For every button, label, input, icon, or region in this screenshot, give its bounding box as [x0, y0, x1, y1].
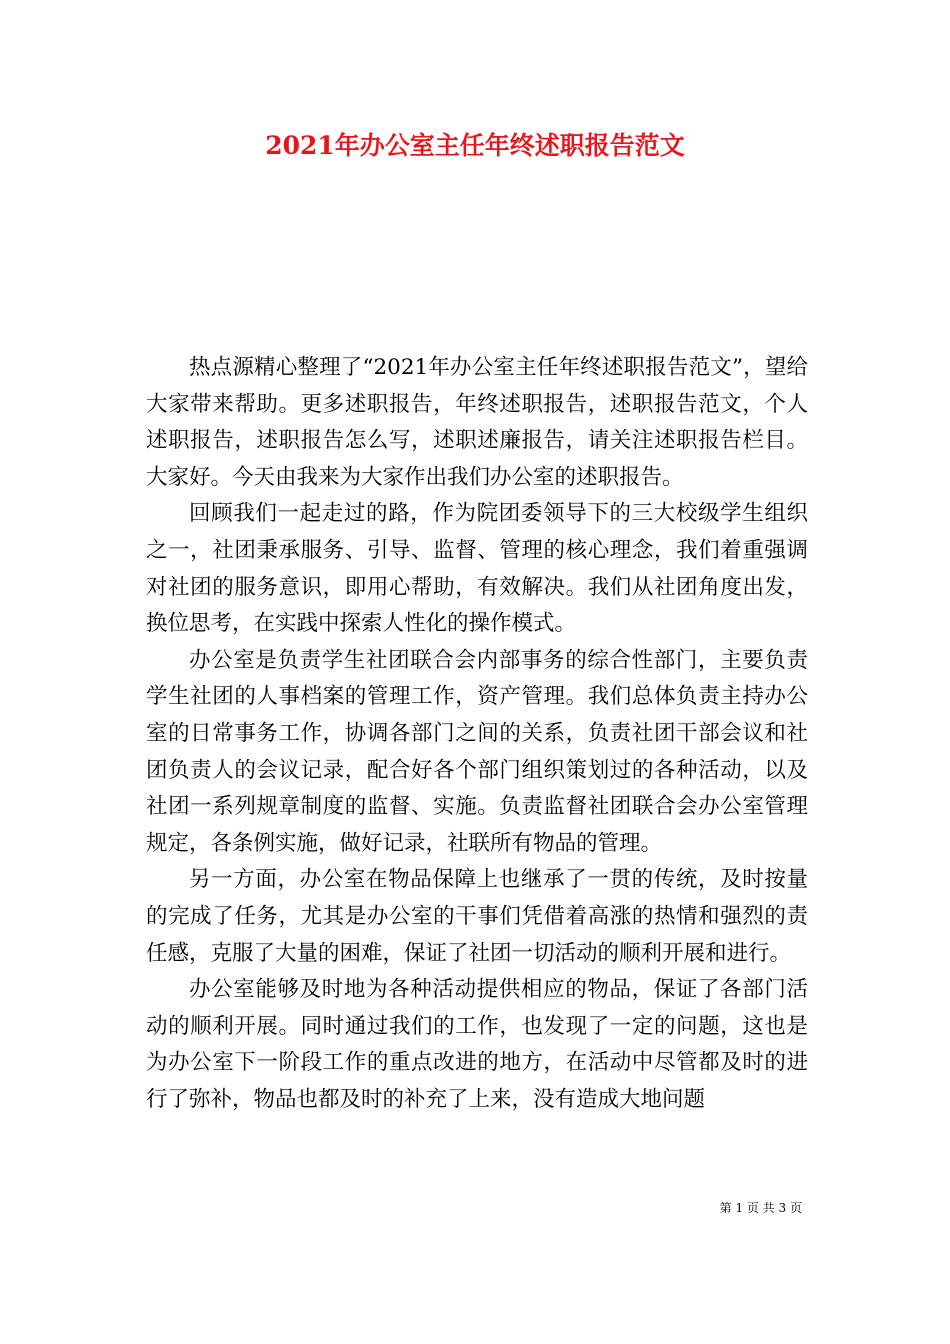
paragraph-4: 另一方面，办公室在物品保障上也继承了一贯的传统，及时按量的完成了任务，尤其是办公室的干事们凭借着高涨的热情和强烈的责任感，克服了大量的困难，保证了社团一切活动的顺利开展和进行。	[146, 867, 808, 966]
paragraph-2: 回顾我们一起走过的路，作为院团委领导下的三大校级学生组织之一，社团秉承服务、引导、监督、管理的核心理念，我们着重强调对社团的服务意识，即用心帮助，有效解决。我们从社团角度出发，换位思考，在实践中探索人性化的操作模式。	[146, 501, 808, 637]
page-number-footer: 第 1 页 共 3 页	[719, 1201, 802, 1215]
paragraph-5: 办公室能够及时地为各种活动提供相应的物品，保证了各部门活动的顺利开展。同时通过我们的工作，也发现了一定的问题，这也是为办公室下一阶段工作的重点改进的地方，在活动中尽管都及时的进行了弥补，物品也都及时的补充了上来，没有造成大地问题	[146, 977, 808, 1112]
paragraph-1: 热点源精心整理了“2021年办公室主任年终述职报告范文”，望给大家带来帮助。更多述职报告，年终述职报告，述职报告范文，个人述职报告，述职报告怎么写，述职述廉报告，请关注述职报告栏目。大家好。今天由我来为大家作出我们办公室的述职报告。	[146, 355, 808, 490]
document-title: 2021年办公室主任年终述职报告范文	[265, 131, 685, 160]
document-body	[146, 350, 808, 1118]
paragraph-3: 办公室是负责学生社团联合会内部事务的综合性部门，主要负责学生社团的人事档案的管理工作，资产管理。我们总体负责主持办公室的日常事务工作，协调各部门之间的关系，负责社团干部会议和社团负责人的会议记录，配合好各个部门组织策划过的各种活动，以及社团一系列规章制度的监督、实施。负责监督社团联合会办公室管理规定，各条例实施，做好记录，社联所有物品的管理。	[146, 647, 808, 856]
